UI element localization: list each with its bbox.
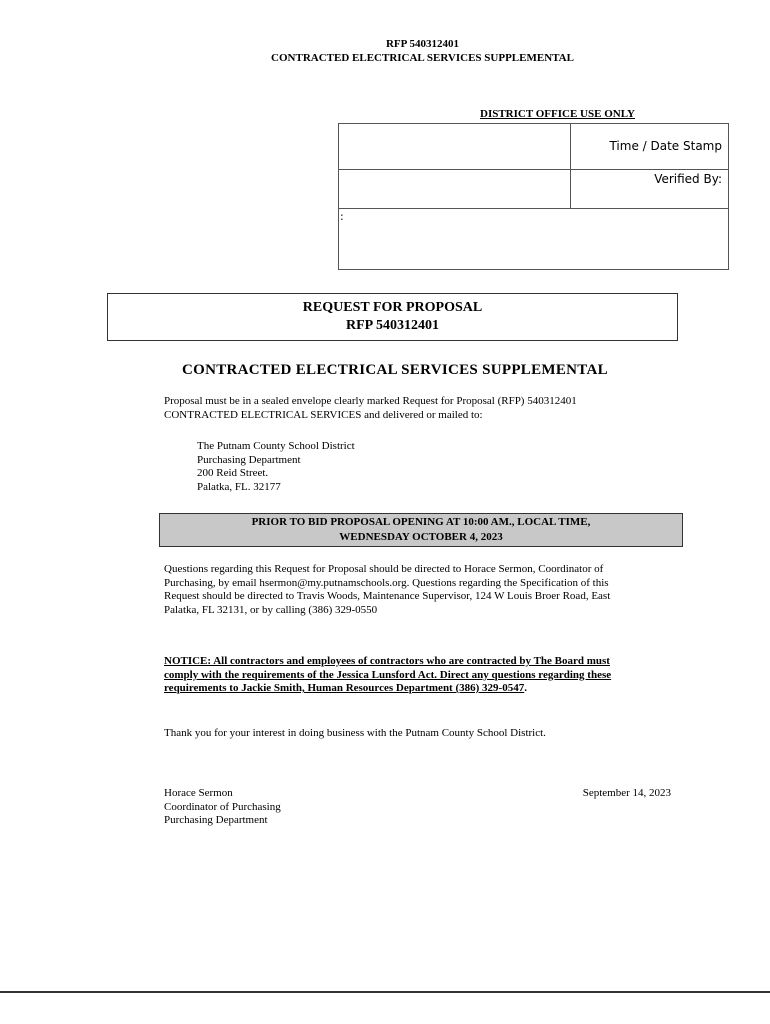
questions-line: Questions regarding this Request for Proposal should be directed to Horace Sermon, Coordinator of (164, 563, 604, 575)
notice-period: . (524, 682, 527, 694)
signer-department: Purchasing Department (164, 814, 268, 826)
signer-title: Coordinator of Purchasing (164, 800, 281, 813)
notice-line: comply with the requirements of the Jessica Lunsford Act. Direct any questions regarding these (164, 668, 612, 681)
document-date: September 14, 2023 (582, 787, 671, 799)
notice-paragraph (164, 655, 686, 696)
office-use-divider (570, 123, 571, 209)
address-line: 200 Reid Street. (197, 467, 269, 479)
mailing-address (197, 440, 497, 494)
questions-line: Palatka, FL 32131, or by calling (386) 329-0550 (164, 603, 378, 616)
signature-block (164, 787, 414, 828)
header-rfp-number: RFP 540312401 (385, 38, 460, 50)
rfp-number: RFP 540312401 (346, 318, 439, 333)
header-title: CONTRACTED ELECTRICAL SERVICES SUPPLEMENTAL (271, 52, 574, 64)
notice-line (164, 682, 686, 696)
verified-by-label: Verified By: (654, 172, 722, 186)
main-heading: CONTRACTED ELECTRICAL SERVICES SUPPLEMENTAL (182, 362, 608, 378)
intro-line: Proposal must be in a sealed envelope clearly marked Request for Proposal (RFP) 540312401 (164, 395, 577, 407)
office-use-colon: : (340, 210, 344, 223)
intro-paragraph (164, 395, 684, 422)
questions-line: Purchasing, by email hsermon@my.putnamschools.org. Questions regarding the Specification of this (164, 576, 609, 589)
time-date-stamp-label: Time / Date Stamp (609, 139, 722, 153)
rfp-title: REQUEST FOR PROPOSAL (302, 300, 483, 315)
notice-line: NOTICE: All contractors and employees of contractors who are contracted by The Board must (164, 655, 610, 667)
questions-paragraph (164, 563, 684, 617)
signer-name: Horace Sermon (164, 787, 233, 799)
footer-rule (0, 991, 770, 993)
notice-line-text: requirements to Jackie Smith, Human Resources Department (386) 329-0547 (164, 682, 525, 694)
deadline-line: PRIOR TO BID PROPOSAL OPENING AT 10:00 AM., LOCAL TIME, (251, 516, 591, 528)
thank-you-note: Thank you for your interest in doing business with the Putnam County School District. (164, 727, 546, 739)
deadline-date: WEDNESDAY OCTOBER 4, 2023 (339, 531, 503, 543)
office-use-label: DISTRICT OFFICE USE ONLY (480, 108, 635, 120)
address-line: Purchasing Department (197, 453, 301, 466)
address-line: The Putnam County School District (197, 440, 355, 452)
questions-line: Request should be directed to Travis Woods, Maintenance Supervisor, 124 W Louis Broer Road, East (164, 590, 611, 602)
intro-line: CONTRACTED ELECTRICAL SERVICES and delivered or mailed to: (164, 408, 483, 421)
address-line: Palatka, FL. 32177 (197, 480, 281, 493)
